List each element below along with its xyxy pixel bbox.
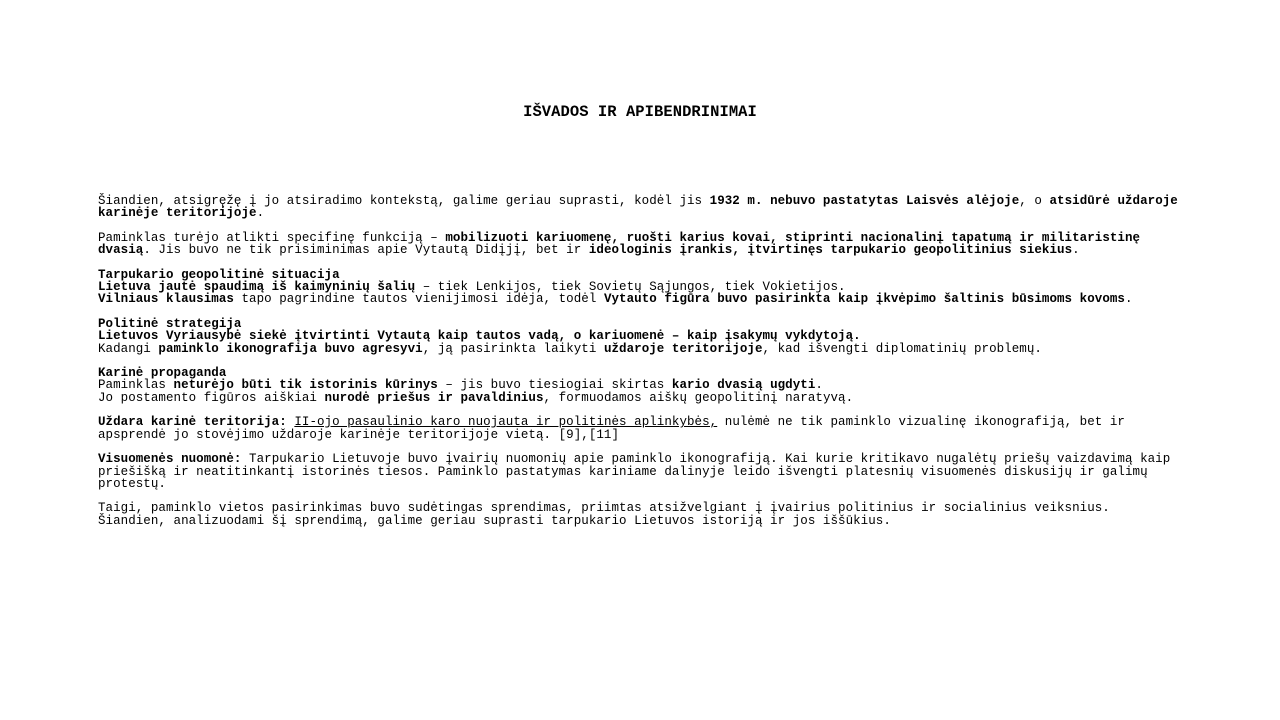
text-run: – tiek Lenkijos, tiek Sovietų Sąjungos, tiek Vokietijos. — [415, 280, 846, 295]
text-run: , o — [1019, 194, 1050, 208]
bold-run: mobilizuoti kariuomenę, ruošti karius kovai, stiprinti nacionalinį tapatumą ir militaristinę dvasią — [98, 230, 1141, 258]
bold-run: kario dvasią ugdyti — [671, 378, 816, 393]
text-run: nulėmė ne tik paminklo vizualinę ikonografiją, bet ir apsprendė jo stovėjimo uždaroje karinėje teritorijoje vietą. [9],[11] — [98, 415, 1125, 442]
bold-run: ideologinis įrankis, įtvirtinęs tarpukario geopolitinius siekius — [588, 243, 1073, 258]
text-run: Jo postamento figūros aiškiai — [98, 390, 325, 405]
text-run: Paminklas turėjo atlikti specifinę funkciją – — [98, 230, 446, 245]
paragraph-function — [98, 232, 1178, 257]
bold-run: Vilniaus klausimas — [98, 292, 234, 307]
section-heading: Karinė propaganda — [98, 366, 227, 381]
bold-run: 1932 m. nebuvo pastatytas Laisvės alėjoje — [709, 194, 1020, 208]
bold-run: Lietuva jautė spaudimą iš kaimyninių šalių — [98, 280, 416, 295]
text-run: . — [256, 206, 265, 221]
page-title: IŠVADOS IR APIBENDRINIMAI — [523, 103, 757, 121]
text-run: . — [1124, 292, 1133, 307]
bold-run: Visuomenės nuomonė: — [98, 452, 242, 467]
text-run: tapo pagrindine tautos vienijimosi idėja, todėl — [233, 292, 604, 307]
text-run: Tarpukario Lietuvoje buvo įvairių nuomonių apie paminklo ikonografiją. Kai kurie kritikavo nugalėtų priešų vaizdavimą kaip priešišką ir neatitinkantį istorinės tiesos. Paminklo pastatymas kariniame dalinyje leido išvengti platesnių visuomenės diskusijų ir galimų protestų. — [98, 452, 1171, 491]
paragraph-propaganda — [98, 367, 1178, 404]
paragraph-closed-territory — [98, 416, 1178, 441]
bold-run: nurodė priešus ir pavaldinius — [324, 390, 544, 405]
text-run: – jis buvo tiesiogiai skirtas — [437, 378, 672, 393]
text-run: Šiandien, atsigręžę į jo atsiradimo kontekstą, galime geriau suprasti, kodėl jis — [98, 194, 710, 208]
paragraph-intro — [98, 195, 1178, 220]
bold-run: Lietuvos Vyriausybė siekė įtvirtinti Vytautą kaip tautos vadą, o kariuomenė – kaip įsakymų vykdytoją. — [98, 329, 861, 344]
text-run: , ją pasirinkta laikyti — [422, 341, 604, 356]
text-run: . — [1072, 243, 1080, 258]
paragraph-geopolitics — [98, 269, 1178, 306]
text-run: Taigi, paminklo vietos pasirinkimas buvo sudėtingas sprendimas, priimtas atsižvelgiant į įvairius politinius ir socialinius veiksnius. Šiandien, analizuodami šį sprendimą, galime geriau suprasti tarpukario Lietuvos istoriją ir jos iššūkius. — [98, 501, 1110, 528]
bold-run: uždaroje teritorijoje — [603, 341, 763, 356]
bold-run: atsidūrė uždaroje karinėje teritorijoje — [98, 194, 1178, 221]
document-body — [98, 195, 1178, 539]
bold-run: paminklo ikonografija buvo agresyvi — [158, 341, 423, 356]
text-run: . Jis buvo ne tik prisiminimas apie Vytautą Didįjį, bet ir — [143, 243, 589, 258]
text-run: , kad išvengti diplomatinių problemų. — [762, 341, 1042, 356]
section-heading: Politinė strategija — [98, 316, 242, 331]
text-run: . — [815, 378, 823, 393]
underlined-run: II-ojo pasaulinio karo nuojauta ir politinės aplinkybės, — [294, 415, 718, 430]
bold-run: Uždara karinė teritorija: — [98, 415, 287, 430]
bold-run: Vytauto figūra buvo pasirinkta kaip įkvėpimo šaltinis būsimoms kovoms — [603, 292, 1125, 307]
text-run: Kadangi — [98, 341, 159, 356]
section-heading: Tarpukario geopolitinė situacija — [98, 267, 340, 282]
text-run: Paminklas — [98, 378, 174, 393]
bold-run: neturėjo būti tik istorinis kūrinys — [173, 378, 438, 393]
paragraph-conclusion — [98, 502, 1178, 527]
text-run: , formuodamos aiškų geopolitinį naratyvą. — [543, 390, 854, 405]
paragraph-politics — [98, 318, 1178, 355]
paragraph-public-opinion — [98, 453, 1178, 490]
